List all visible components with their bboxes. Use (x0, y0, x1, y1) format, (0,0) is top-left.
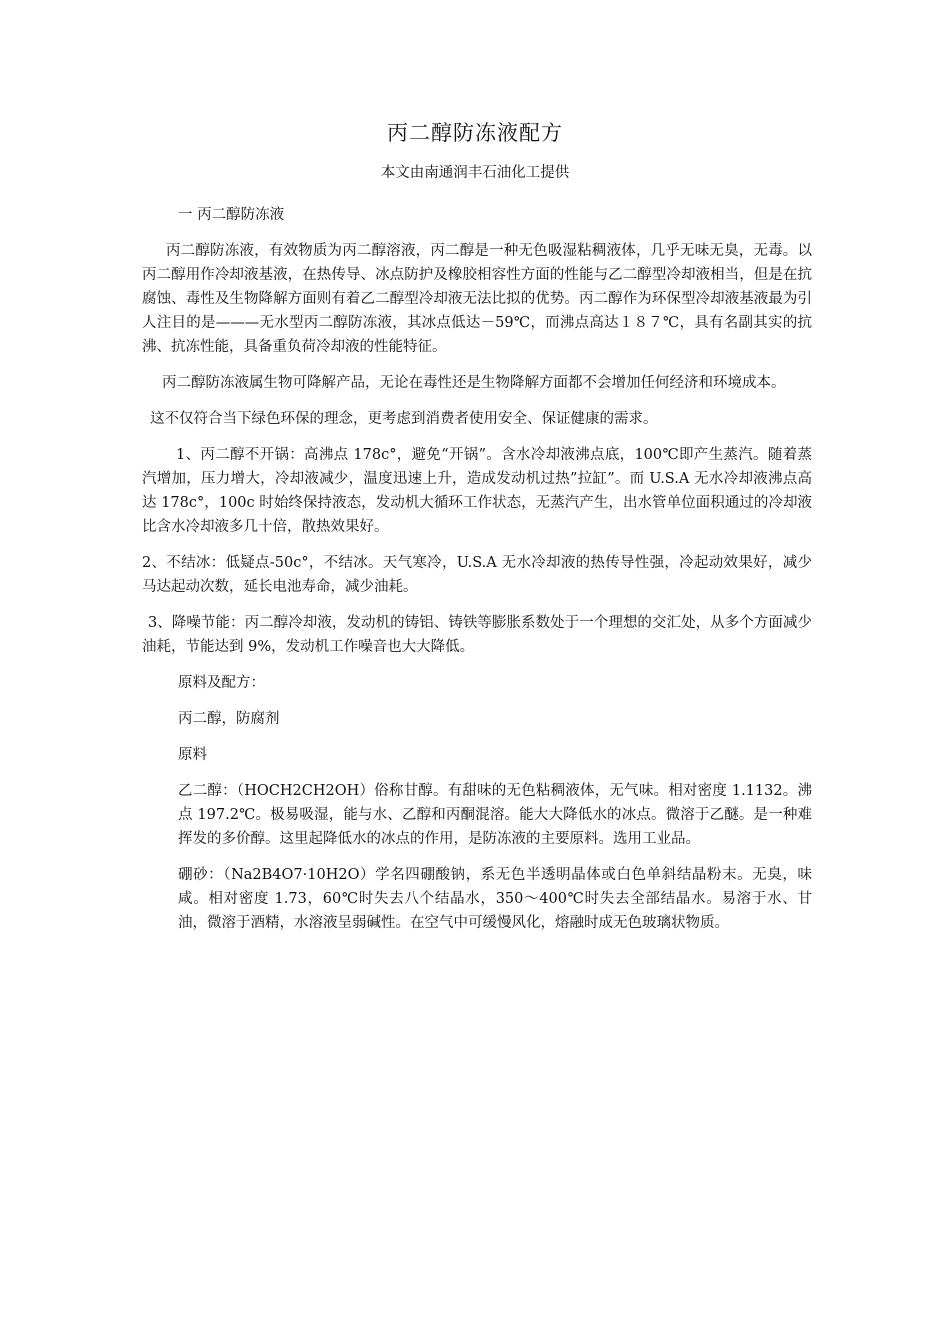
paragraph-point-3: 3、降噪节能：丙二醇冷却液，发动机的铸铝、铸铁等膨胀系数处于一个理想的交汇处，从多个方面减少油耗，节能达到 9%，发动机工作噪音也大大降低。 (142, 615, 812, 655)
paragraph-eco: 这不仅符合当下绿色环保的理念，更考虑到消费者使用安全、保证健康的需求。 (150, 411, 658, 427)
section-heading: 一 丙二醇防冻液 (178, 207, 285, 223)
materials-list: 丙二醇，防腐剂 (178, 711, 280, 727)
raw-materials-heading: 原料 (178, 747, 207, 763)
materials-heading: 原料及配方： (178, 675, 265, 691)
raw-item-glycol: 乙二醇：（HOCH2CH2OH）俗称甘醇。有甜味的无色粘稠液体，无气味。相对密度 1.1132。沸点 197.2℃。极易吸湿，能与水、乙醇和丙酮混溶。能大大降低水的冰点。微溶于乙醚。是一种难挥发的多价醇。这里起降低水的冰点的作用，是防冻液的主要原料。选用工业品。 (178, 783, 812, 847)
paragraph-biodegradable: 丙二醇防冻液属生物可降解产品，无论在毒性还是生物降解方面都不会增加任何经济和环境成本。 (162, 375, 786, 391)
document-title: 丙二醇防冻液配方 (387, 121, 563, 145)
raw-item-borax: 硼砂：（Na2B4O7·10H2O）学名四硼酸钠，系无色半透明晶体或白色单斜结晶粉末。无臭，味咸。相对密度 1.73，60℃时失去八个结晶水，350～400℃时失去全部结晶水。易溶于水、甘油，微溶于酒精，水溶液呈弱碱性。在空气中可缓慢风化，熔融时成无色玻璃状物质。 (178, 867, 812, 931)
paragraph-point-2: 2、不结冰：低疑点-50c°，不结冰。天气寒冷，U.S.A 无水冷却液的热传导性强，冷起动效果好，减少马达起动次数，延长电池寿命，减少油耗。 (142, 555, 812, 595)
paragraph-point-1: 1、丙二醇不开锅：高沸点 178c°，避免“开锅”。含水冷却液沸点底，100℃即产生蒸汽。随着蒸汽增加，压力增大，冷却液减少，温度迅速上升，造成发动机过热”拉缸”。而 U.S.A 无水冷却液沸点高达 178c°，100c 时始终保持液态，发动机大循环工作状态，无蒸汽产生，出水管单位面积通过的冷却液比含水冷却液多几十倍，散热效果好。 (142, 447, 812, 535)
paragraph-intro: 丙二醇防冻液，有效物质为丙二醇溶液，丙二醇是一种无色吸湿粘稠液体，几乎无味无臭，无毒。以丙二醇用作冷却液基液，在热传导、冰点防护及橡胶相容性方面的性能与乙二醇型冷却液相当，但是在抗腐蚀、毒性及生物降解方面则有着乙二醇型冷却液无法比拟的优势。丙二醇作为环保型冷却液基液最为引人注目的是———无水型丙二醇防冻液，其冰点低达－59℃，而沸点高达１８７℃，具有名副其实的抗沸、抗冻性能，具备重负荷冷却液的性能特征。 (142, 243, 812, 355)
document-body (142, 197, 812, 941)
document-subtitle: 本文由南通润丰石油化工提供 (380, 165, 570, 181)
